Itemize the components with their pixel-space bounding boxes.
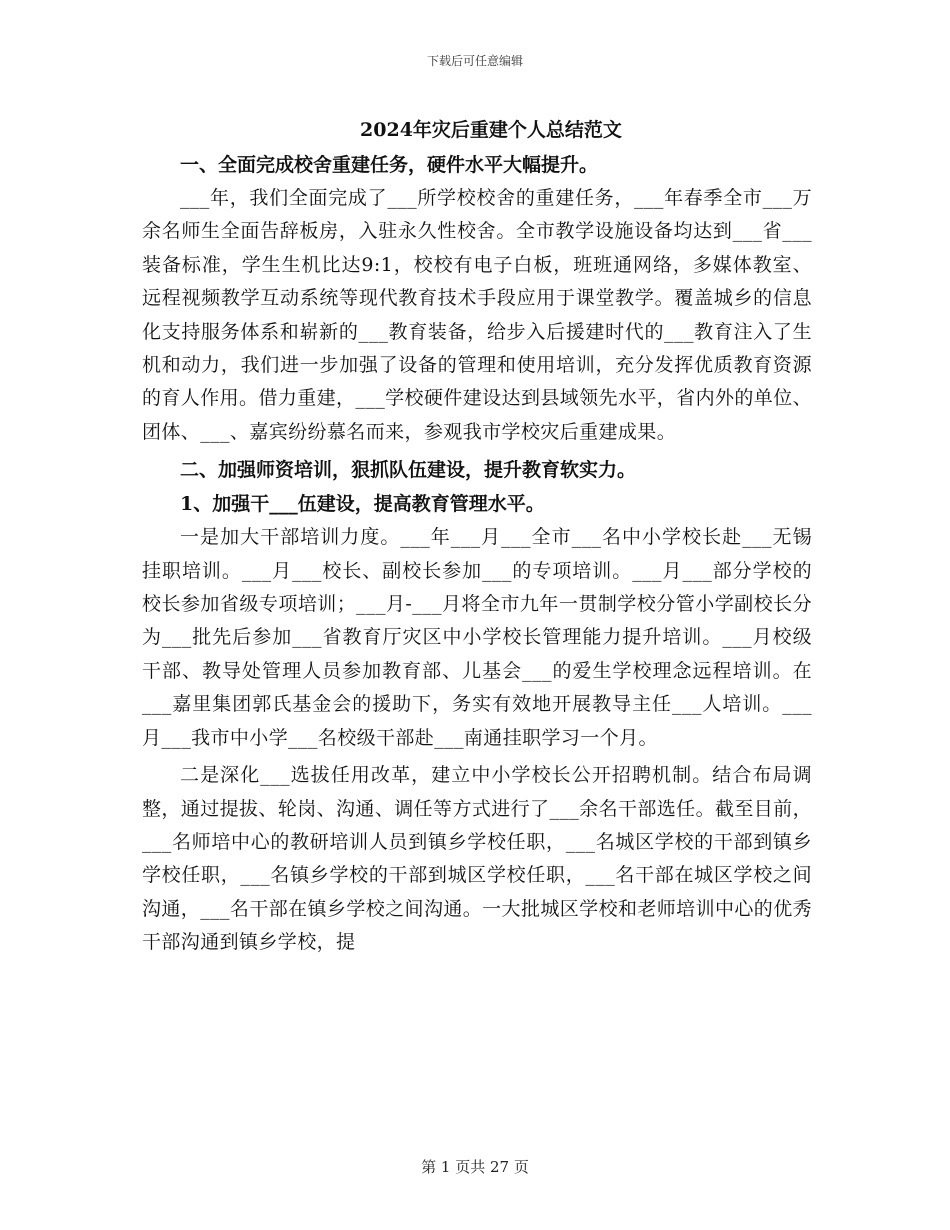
section-2-paragraph-2: 二是深化___选拔任用改革，建立中小学校长公开招聘机制。结合布局调整，通过提拔、轮岗、沟通、调任等方式进行了___余名干部选任。截至目前，___名师培中心的教研培训人员到镇乡学校任职，___名城区学校的干部到镇乡学校任职，___名镇乡学校的干部到城区学校任职，___名干部在城区学校之间沟通，___名干部在镇乡学校之间沟通。一大批城区学校和老师培训中心的优秀干部沟通到镇乡学校，提 xyxy=(142,764,812,954)
document-title: 2024年灾后重建个人总结范文 xyxy=(360,119,622,141)
header-note: 下载后可任意编辑 xyxy=(426,54,523,68)
document-body xyxy=(142,112,812,960)
section-1-paragraph-1: ___年，我们全面完成了___所学校校舍的重建任务，___年春季全市___万余名师生全面告辞板房，入驻永久性校舍。全市教学设施设备均达到___省___装备标准，学生生机比达9:1，校校有电子白板，班班通网络，多媒体教室、远程视频教学互动系统等现代教育技术手段应用于课堂教学。覆盖城乡的信息化支持服务体系和崭新的___教育装备，给步入后援建时代的___教育注入了生机和动力，我们进一步加强了设备的管理和使用培训，充分发挥优质教育资源的育人作用。借力重建，___学校硬件建设达到县域领先水平，省内外的单位、团体、___、嘉宾纷纷慕名而来，参观我市学校灾后重建成果。 xyxy=(142,187,812,443)
section-1-heading: 一、全面完成校舍重建任务，硬件水平大幅提升。 xyxy=(180,154,599,176)
page-footer: 第 1 页共 27 页 xyxy=(421,1158,529,1176)
section-2-paragraph-1: 一是加大干部培训力度。___年___月___全市___名中小学校长赴___无锡挂职培训。___月___校长、副校长参加___的专项培训。___月___部分学校的校长参加省级专项培训；___月-___月将全市九年一贯制学校分管小学副校长分为___批先后参加___省教育厅灾区中小学校长管理能力提升培训。___月校级干部、教导处管理人员参加教育部、儿基会___的爱生学校理念远程培训。在___嘉里集团郭氏基金会的援助下，务实有效地开展教导主任___人培训。___月___我市中小学___名校级干部赴___南通挂职学习一个月。 xyxy=(142,526,812,749)
section-2-heading: 二、加强师资培训，狠抓队伍建设，提升教育软实力。 xyxy=(180,459,637,482)
section-2-subheading-1: 1、加强干___伍建设，提高教育管理水平。 xyxy=(180,493,545,516)
